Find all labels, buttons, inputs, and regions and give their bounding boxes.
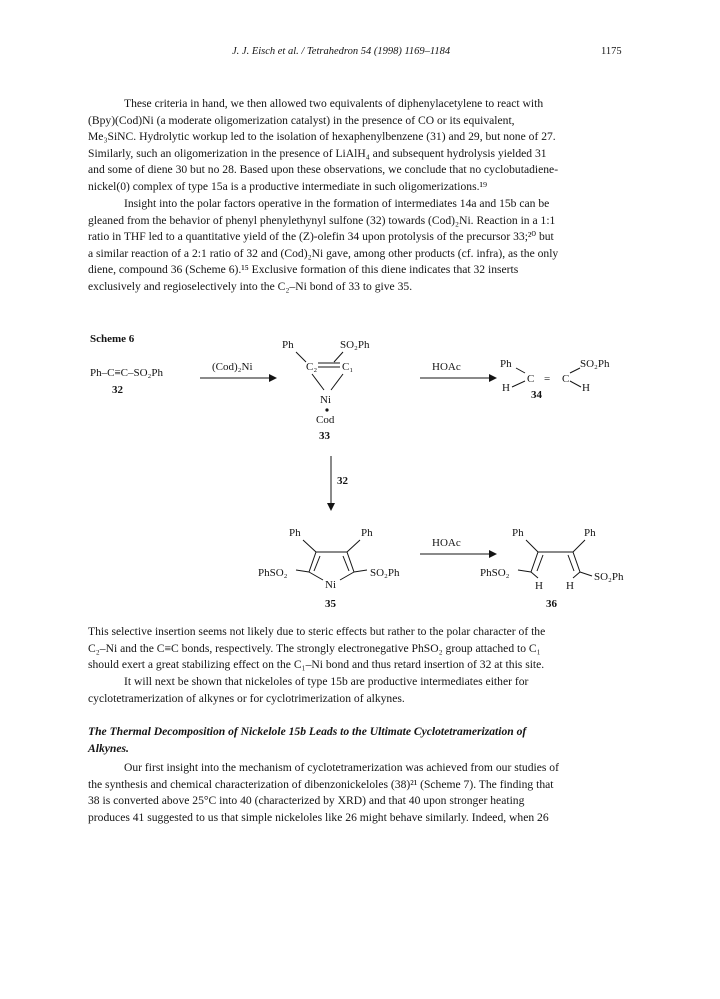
compound-label-35: 35 [325, 598, 336, 610]
bond [573, 552, 580, 572]
text-line: Our first insight into the mechanism of cyclotetramerization was achieved from our studies of [124, 761, 559, 774]
reactant-32-formula: Ph–C≡C–SO₂Ph [90, 367, 164, 379]
paragraph-5 [88, 760, 636, 826]
bond [354, 570, 367, 572]
paragraph-1 [88, 96, 636, 196]
scheme-title: Scheme 6 [90, 333, 135, 345]
bond [296, 570, 309, 572]
atom-ph: Ph [361, 527, 373, 539]
compound-label-36: 36 [546, 598, 557, 610]
bond [518, 570, 531, 572]
atom-ni: Ni [325, 579, 336, 591]
running-head [0, 46, 720, 62]
bond [531, 552, 538, 572]
atom-ph: Ph [289, 527, 301, 539]
compound-label-34: 34 [531, 389, 542, 401]
paragraph-4 [88, 674, 636, 707]
text-line: diene, compound 36 (Scheme 6).¹⁵ Exclusive formation of this diene indicates that 32 inserts [88, 263, 519, 277]
text-line: Insight into the polar factors operative in the formation of intermediates 14a and 15b can be [124, 197, 550, 210]
atom-ph: Ph [584, 527, 596, 539]
bond [347, 540, 360, 552]
coordination-dot [325, 408, 328, 411]
atom-c2: C₂ [306, 361, 318, 373]
atom-phso2: PhSO₂ [480, 567, 510, 579]
atom-ph: Ph [500, 358, 512, 370]
atom-c: C [562, 373, 570, 385]
ligand-cod: Cod [316, 414, 335, 426]
compound-label-32: 32 [112, 384, 123, 396]
text-line: These criteria in hand, we then allowed two equivalents of diphenylacetylene to react with [124, 97, 544, 110]
text-line: gleaned from the behavior of phenyl phenylethynyl sulfone (32) towards (Cod)₂Ni. Reaction in a 1:1 [88, 213, 556, 227]
atom-ph: Ph [282, 339, 294, 351]
compound-label-33: 33 [319, 430, 330, 442]
atom-ni: Ni [320, 394, 331, 406]
section-heading [88, 724, 636, 757]
atom-h: H [582, 382, 590, 394]
reagent-cod2ni: (Cod)₂Ni [212, 361, 253, 373]
ring-double-bond [343, 556, 349, 571]
text-line: This selective insertion seems not likely due to steric effects but rather to the polar character of the [88, 625, 546, 638]
bond [570, 381, 581, 387]
text-line: (Bpy)(Cod)Ni (a moderate oligomerization catalyst) in the presence of CO or its equivalent, [88, 113, 515, 127]
page-number: 1175 [601, 46, 622, 57]
atom-so2ph: SO₂Ph [580, 358, 610, 370]
double-bond [568, 555, 574, 571]
atom-c: C [527, 373, 535, 385]
heading-line: The Thermal Decomposition of Nickelole 15b Leads to the Ultimate Cyclotetramerization of [88, 725, 527, 738]
atom-phso2: PhSO₂ [258, 567, 288, 579]
bond [573, 540, 585, 552]
atom-ph: Ph [512, 527, 524, 539]
running-head-citation: J. J. Eisch et al. / Tetrahedron 54 (1998) 1169–1184 [232, 46, 451, 57]
text-line: the synthesis and chemical characterization of dibenzonickeloles (38)²¹ (Scheme 7). The finding that [88, 777, 554, 791]
scheme-6 [0, 326, 720, 616]
double-bond [537, 555, 543, 571]
bond [531, 572, 538, 578]
bond [512, 381, 525, 387]
text-line: exclusively and regioselectively into the C₂–Ni bond of 33 to give 35. [88, 279, 413, 293]
text-line: cyclotetramerization of alkynes or for cyclotrimerization of alkynes. [88, 691, 405, 705]
text-line: produces 41 suggested to us that simple nickeloles like 26 might behave similarly. Indeed, when 26 [88, 810, 549, 824]
text-line: It will next be shown that nickeloles of type 15b are productive intermediates either for [124, 675, 529, 688]
text-line: should exert a great stabilizing effect on the C₁–Ni bond and thus retard insertion of 32 at this site. [88, 658, 545, 672]
atom-h: H [535, 580, 543, 592]
reagent-32: 32 [337, 475, 348, 487]
paragraph-2 [88, 196, 636, 296]
bond [526, 540, 538, 552]
ring-bond [340, 572, 354, 580]
bond [516, 368, 525, 373]
ring-double-bond [314, 556, 320, 571]
text-line: a similar reaction of a 2:1 ratio of 32 and (Cod)₂Ni gave, among other products (cf. infra), as the only [88, 246, 559, 260]
bond [570, 368, 580, 373]
bond [303, 540, 316, 552]
atom-h: H [502, 382, 510, 394]
heading-line: Alkynes. [88, 741, 129, 755]
reagent-hoac: HOAc [432, 537, 461, 549]
text-line: Me₃SiNC. Hydrolytic workup led to the isolation of hexaphenylbenzene (31) and 29, but none of 27. [88, 130, 556, 144]
bond [312, 374, 324, 390]
bond [573, 572, 580, 578]
bond [296, 352, 306, 362]
atom-so2ph: SO₂Ph [370, 567, 400, 579]
text-line: C₂–Ni and the C≡C bonds, respectively. The strongly electronegative PhSO₂ group attached to C₁ [88, 641, 541, 655]
text-line: and some of diene 30 but no 28. Based upon these observations, we conclude that no cyclobutadiene- [88, 163, 559, 177]
text-line: nickel(0) complex of type 15a is a productive intermediate in such oligomerizations.¹⁹ [88, 179, 488, 193]
atom-so2ph: SO₂Ph [340, 339, 370, 351]
bond [580, 572, 592, 576]
ring-bond [309, 572, 323, 580]
text-line: ratio in THF led to a quantitative yield of the (Z)-olefin 34 upon protolysis of the precursor 33;²⁰ but [88, 230, 554, 244]
atom-h: H [566, 580, 574, 592]
double-bond-sign: = [544, 373, 551, 385]
atom-c1: C₁ [342, 361, 354, 373]
reagent-hoac: HOAc [432, 361, 461, 373]
reaction-scheme-figure [0, 326, 720, 616]
text-line: Similarly, such an oligomerization in the presence of LiAlH₄ and subsequent hydrolysis yielded 31 [88, 146, 547, 160]
bond [331, 374, 343, 390]
atom-so2ph: SO₂Ph [594, 571, 624, 583]
text-line: 38 is converted above 25°C into 40 (characterized by XRD) and that 40 upon stronger heating [88, 794, 525, 808]
paragraph-3 [88, 624, 636, 674]
